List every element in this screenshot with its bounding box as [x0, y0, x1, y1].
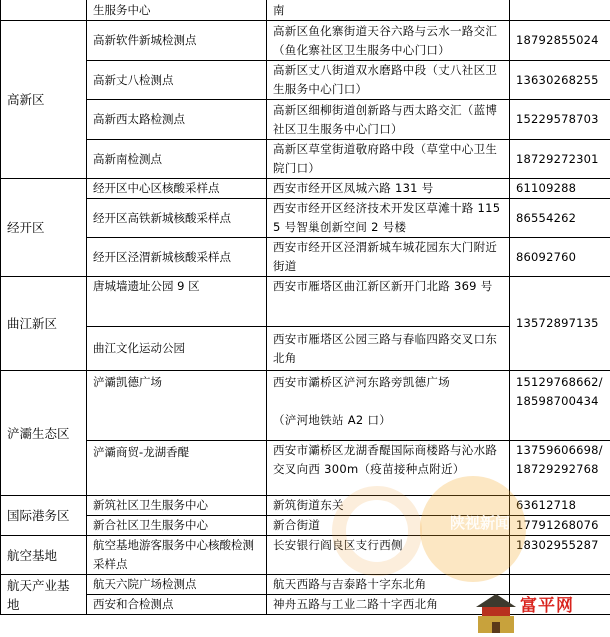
address-cell: 西安市经开区泾渭新城车城花园东大门附近街道 [267, 238, 510, 277]
phone-cell: 86092760 [510, 238, 610, 277]
district-cell: 浐灞生态区 [1, 371, 87, 496]
district-cell: 曲江新区 [1, 277, 87, 371]
watermark-news-text: 陕视新闻 [450, 514, 510, 532]
phone-cell [510, 595, 610, 615]
address-cell: 高新区丈八街道双水磨路中段（丈八社区卫生服务中心门口） [267, 61, 510, 100]
address-line: 西安市灞桥区浐河东路旁凯德广场 [273, 373, 503, 392]
table-row [1, 441, 610, 496]
district-cell: 经开区 [1, 179, 87, 277]
site-name-cell: 浐灞凯德广场 [87, 371, 267, 441]
address-cell: 西安市经开区凤城六路 131 号 [267, 179, 510, 199]
site-name-cell: 曲江文化运动公园 [87, 327, 267, 371]
district-cell: 高新区 [1, 21, 87, 179]
phone-cell: 61109288 [510, 179, 610, 199]
address-cell: 西安市灞桥区龙湖香醍国际商楼路与沁水路交叉向西 300m（疫苗接种点附近） [267, 441, 510, 496]
phone-cell: 17791268076 [510, 516, 610, 536]
phone-cell: 86554262 [510, 199, 610, 238]
address-cell: 新筑街道东关 [267, 496, 510, 516]
table-row [1, 21, 610, 61]
table-row [1, 277, 610, 327]
table-row [1, 238, 610, 277]
table-row [1, 61, 610, 100]
address-line: （浐河地铁站 A2 口） [273, 411, 503, 430]
site-name-cell: 高新南检测点 [87, 140, 267, 179]
site-name-cell: 航天六院广场检测点 [87, 575, 267, 595]
site-name-cell: 经开区中心区核酸采样点 [87, 179, 267, 199]
address-cell: 新合街道 [267, 516, 510, 536]
address-cell: 长安银行阎良区支行西侧 [267, 536, 510, 575]
site-name-cell: 浐灞商贸-龙湖香醍 [87, 441, 267, 496]
site-name-cell: 西安和合检测点 [87, 595, 267, 615]
phone-cell: 15229578703 [510, 100, 610, 140]
watermark-site-name: 富平网 [520, 591, 574, 616]
site-name-cell: 经开区泾渭新城核酸采样点 [87, 238, 267, 277]
site-name-cell: 高新软件新城检测点 [87, 21, 267, 61]
table-row [1, 536, 610, 575]
site-name-cell: 新合社区卫生服务中心 [87, 516, 267, 536]
phone-cell: 18792855024 [510, 21, 610, 61]
table-row [1, 371, 610, 441]
table-row [1, 140, 610, 179]
table-row [1, 496, 610, 516]
table-row [1, 179, 610, 199]
site-name-cell: 高新西太路检测点 [87, 100, 267, 140]
site-name-cell: 生服务中心 [87, 0, 267, 21]
phone-cell: 13630268255 [510, 61, 610, 100]
phone-cell: 15129768662/18598700434 [510, 371, 610, 441]
phone-cell: 13759606698/18729292768 [510, 441, 610, 496]
phone-cell: 18302955287 [510, 536, 610, 575]
site-name-cell: 经开区高铁新城核酸采样点 [87, 199, 267, 238]
table-row [1, 575, 610, 595]
district-cell: 国际港务区 [1, 496, 87, 536]
district-cell: 航空基地 [1, 536, 87, 575]
site-name-cell: 新筑社区卫生服务中心 [87, 496, 267, 516]
district-cell: 航天产业基地 [1, 575, 87, 615]
phone-cell [510, 575, 610, 595]
address-cell: 西安市雁塔区公园三路与春临四路交叉口东北角 [267, 327, 510, 371]
site-name-cell: 高新丈八检测点 [87, 61, 267, 100]
address-cell: 航天西路与吉泰路十字东北角 [267, 575, 510, 595]
phone-cell: 13572897135 [510, 277, 610, 371]
table-row [1, 100, 610, 140]
address-cell: 西安市雁塔区曲江新区新开门北路 369 号 [267, 277, 510, 327]
district-cell [1, 0, 87, 21]
table-row [1, 199, 610, 238]
address-cell: 西安市经开区经济技术开发区草滩十路 1155 号智巢创新空间 2 号楼 [267, 199, 510, 238]
site-name-cell: 唐城墙遗址公园 9 区 [87, 277, 267, 327]
phone-cell [510, 0, 610, 21]
phone-cell: 63612718 [510, 496, 610, 516]
table-row [1, 516, 610, 536]
phone-cell: 18729272301 [510, 140, 610, 179]
table-row [1, 0, 610, 21]
address-cell: 高新区细柳街道创新路与西太路交汇（蓝博社区卫生服务中心门口） [267, 100, 510, 140]
address-cell: 神舟五路与工业二路十字西北角 [267, 595, 510, 615]
address-cell: 南 [267, 0, 510, 21]
address-cell [267, 371, 510, 441]
address-cell: 高新区草堂街道敬府路中段（草堂中心卫生院门口） [267, 140, 510, 179]
address-cell: 高新区鱼化寨街道天谷六路与云水一路交汇（鱼化寨社区卫生服务中心门口） [267, 21, 510, 61]
site-name-cell: 航空基地游客服务中心核酸检测采样点 [87, 536, 267, 575]
table-row [1, 595, 610, 615]
